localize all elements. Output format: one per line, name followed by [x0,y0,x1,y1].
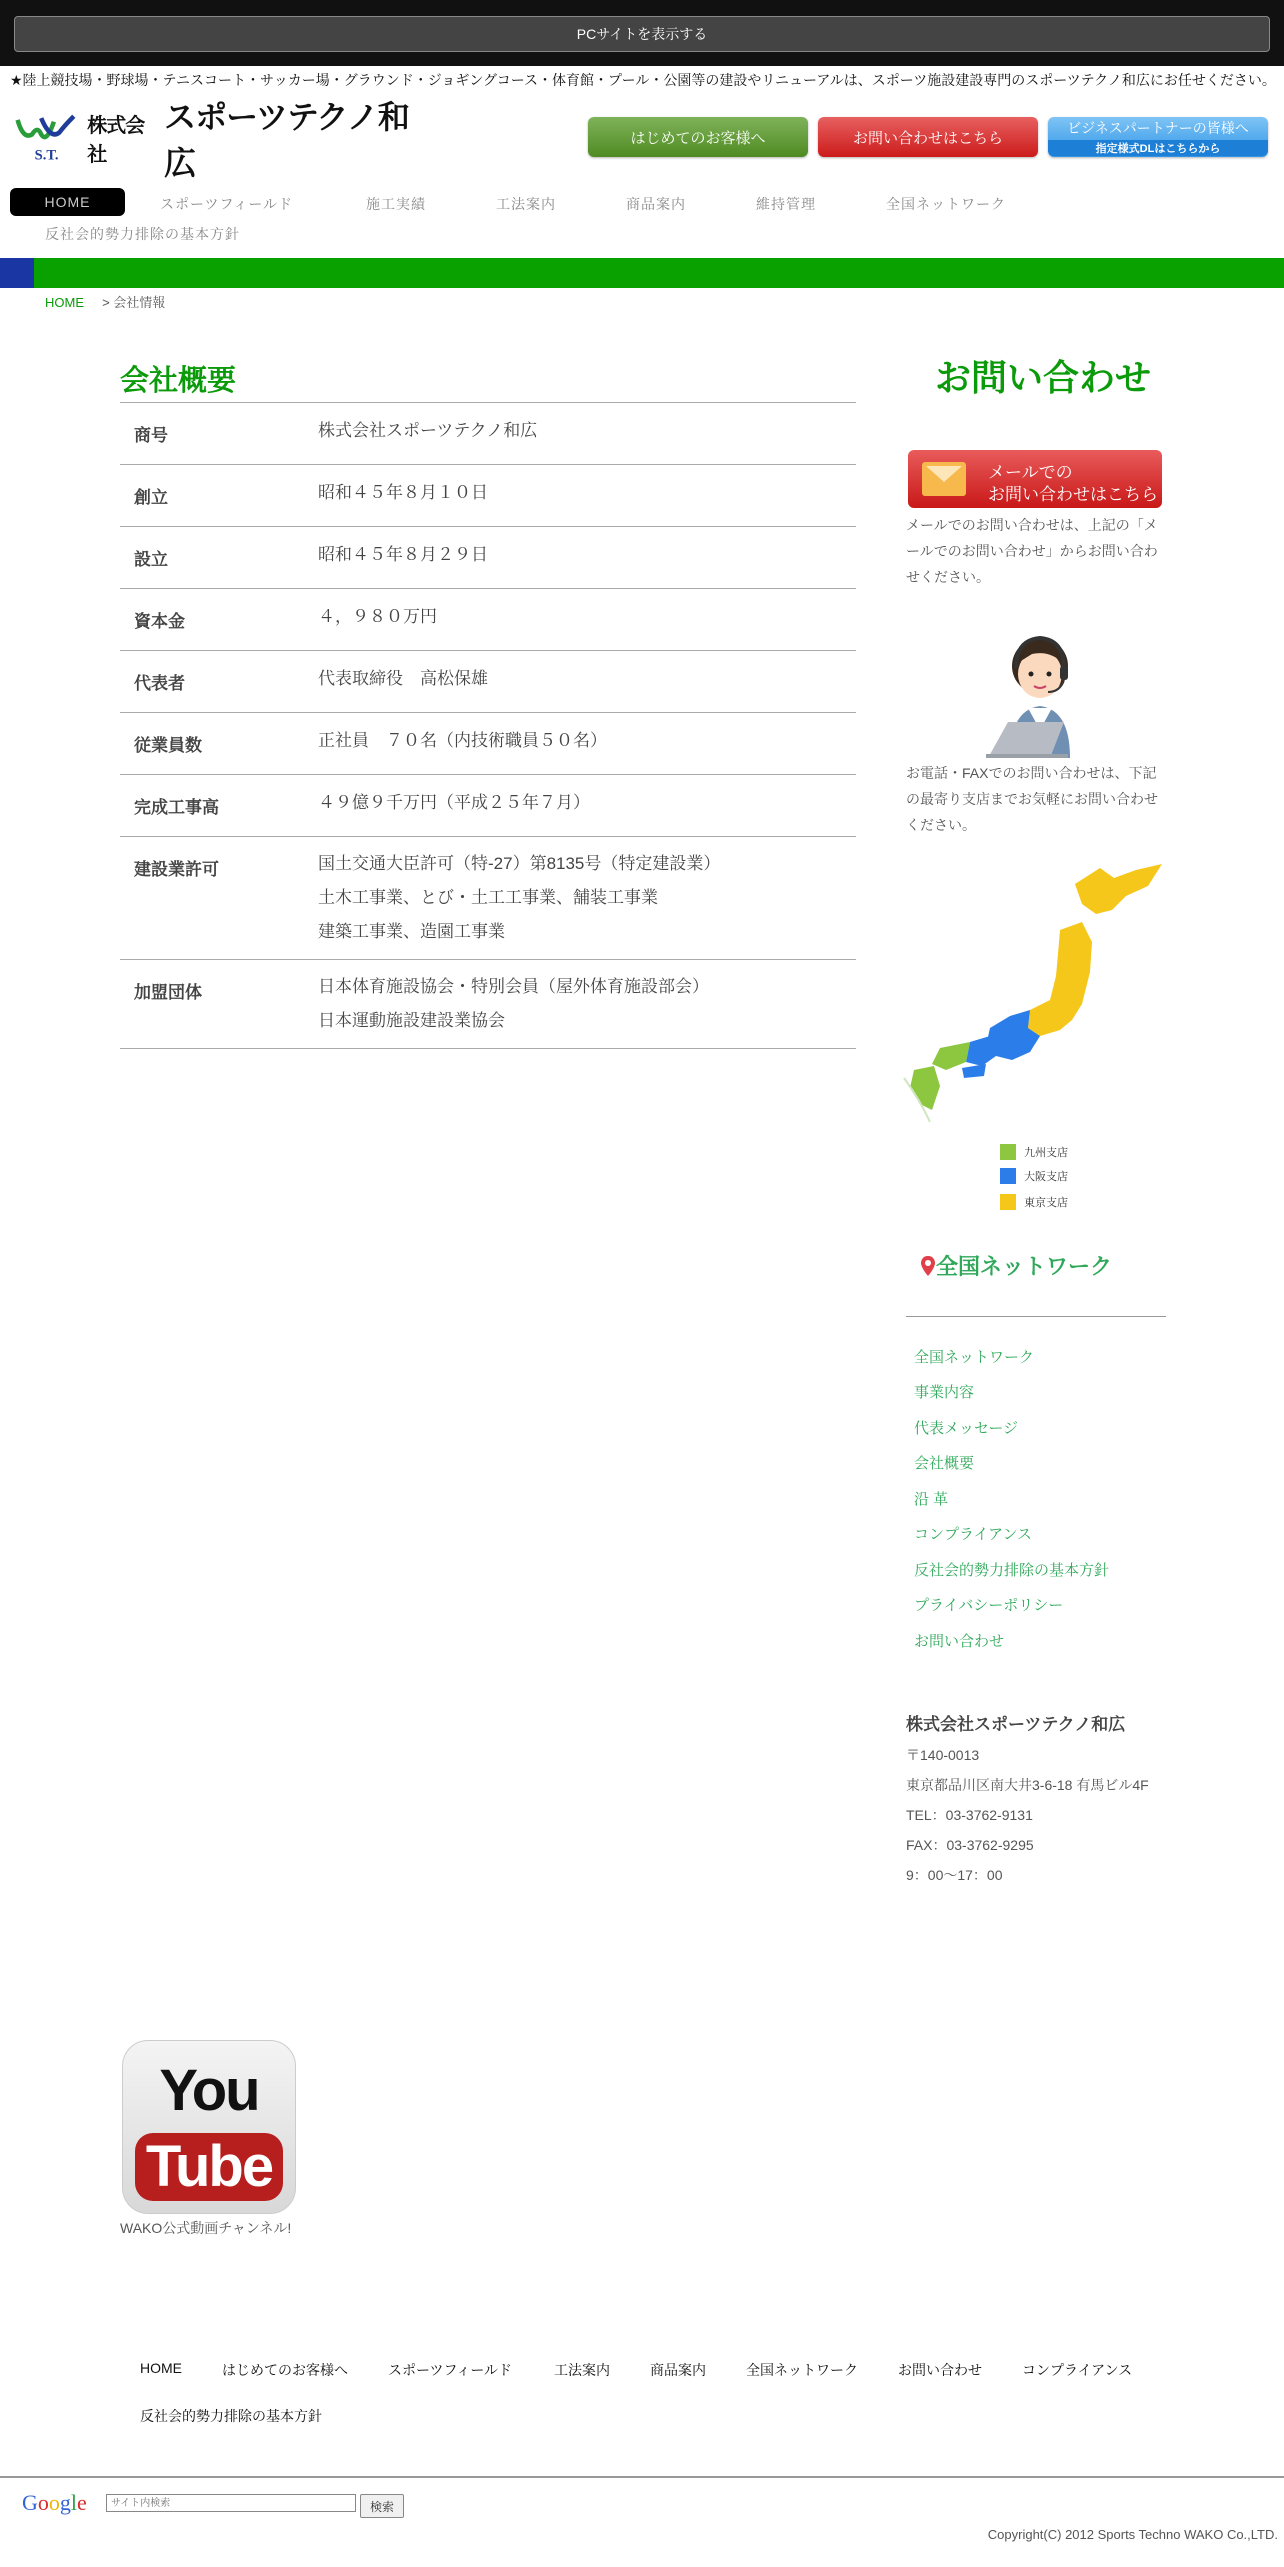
side-link-overview[interactable]: 会社概要 [914,1455,975,1472]
copyright: Copyright(C) 2012 Sports Techno WAKO Co.,LTD. [987,2527,1278,2542]
company-name: 株式会社スポーツテクノ和広 [906,1715,1126,1734]
row-value: 正社員 ７０名（内技術職員５０名） [318,731,607,750]
company-zip: 〒140-0013 [906,1747,980,1763]
table-row [120,836,856,959]
table-row [120,712,856,774]
row-label: 資本金 [134,612,185,631]
site-logo[interactable] [14,98,414,182]
breadcrumb-home[interactable]: HOME [45,295,84,310]
operator-illustration-icon [980,618,1100,758]
row-label: 代表者 [134,674,185,693]
company-fax: FAX：03-3762-9295 [906,1837,1034,1853]
company-address-block [906,1710,1176,1885]
nav-home[interactable]: HOME [10,188,125,216]
row-value: 株式会社スポーツテクノ和広 [318,421,538,440]
footer-link-home[interactable]: HOME [140,2360,182,2376]
breadcrumb-current: 会社情報 [113,295,166,310]
side-link-history[interactable]: 沿 革 [914,1491,949,1508]
mail-info-text: メールでのお問い合わせは、上記の「メールでのお問い合わせ」からお問い合わせください。 [906,517,1158,585]
table-row [120,526,856,588]
side-link-network[interactable]: 全国ネットワーク [914,1349,1035,1366]
japan-map-icon [900,860,1168,1122]
company-hours: 9：00〜17：00 [906,1867,1003,1883]
breadcrumb-separator: > [102,295,110,310]
footer-link-anti-social[interactable]: 反社会的勢力排除の基本方針 [140,2408,322,2424]
nav-products[interactable]: 商品案内 [626,196,686,212]
footer-link-sports-field[interactable]: スポーツフィールド [388,2362,513,2378]
nav-network[interactable]: 全国ネットワーク [886,196,1006,212]
network-heading: 全国ネットワーク [920,1250,1112,1281]
side-link-compliance[interactable]: コンプライアンス [914,1526,1033,1543]
side-link-contact[interactable]: お問い合わせ [914,1633,1005,1650]
pc-site-button[interactable]: PCサイトを表示する [14,16,1270,52]
nav-maintenance[interactable]: 維持管理 [756,196,816,212]
company-address: 東京都品川区南大井3-6-18 有馬ビル4F [906,1777,1149,1793]
green-divider-bar [0,258,1284,288]
row-value: 国土交通大臣許可（特-27）第8135号（特定建設業） 土木工事業、とび・土工工事業、舗装工事業 建築工事業、造園工事業 [318,854,721,941]
footer-link-methods[interactable]: 工法案内 [554,2362,610,2378]
nav-works[interactable]: 施工実績 [366,196,426,212]
blue-accent-bar [0,258,34,288]
tagline: ★陸上競技場・野球場・テニスコート・サッカー場・グラウンド・ジョギングコース・体育館・プール・公園等の建設やリニューアルは、スポーツ施設建設専門のスポーツテクノ和広にお任せください。 [10,72,1276,88]
envelope-icon [922,462,966,496]
row-label: 創立 [134,488,168,507]
row-label: 従業員数 [134,736,202,755]
footer-link-first[interactable]: はじめてのお客様へ [222,2362,348,2378]
row-value: ４９億９千万円（平成２５年７月） [318,793,590,812]
youtube-caption: WAKO公式動画チャンネル! [120,2220,292,2236]
google-logo: Google [22,2490,87,2515]
business-partner-button[interactable] [1048,117,1268,157]
row-value: 昭和４５年８月１０日 [318,483,488,502]
row-value: 日本体育施設協会・特別会員（屋外体育施設部会） 日本運動施設建設業協会 [318,977,709,1030]
row-value: ４，９８０万円 [318,607,437,626]
main-nav [10,188,1274,248]
row-label: 商号 [134,426,168,445]
breadcrumb [45,292,165,311]
row-value: 代表取締役 高松保雄 [318,669,488,688]
logo-name: スポーツテクノ和広 [164,98,409,182]
table-row [120,402,856,464]
nav-methods[interactable]: 工法案内 [496,196,556,212]
table-row [120,650,856,712]
search-button[interactable]: 検索 [360,2494,404,2518]
partner-button-sub: 指定様式DLはこちらから [1048,140,1268,156]
side-link-privacy[interactable]: プライバシーポリシー [914,1597,1064,1614]
nav-sports-field[interactable]: スポーツフィールド [160,196,294,212]
row-label: 加盟団体 [134,983,202,1002]
footer-divider [0,2476,1284,2478]
table-row [120,464,856,526]
footer-link-contact[interactable]: お問い合わせ [898,2362,982,2378]
row-label: 完成工事高 [134,798,219,817]
side-link-anti-social[interactable]: 反社会的勢力排除の基本方針 [914,1562,1110,1579]
network-divider [906,1316,1166,1317]
mail-inquiry-button[interactable]: メールでの お問い合わせはこちら [908,450,1162,508]
legend-tokyo: 東京支店 [1000,1194,1068,1210]
row-value: 昭和４５年８月２９日 [318,545,488,564]
table-row [120,774,856,836]
footer-link-network[interactable]: 全国ネットワーク [746,2362,858,2378]
youtube-icon[interactable]: You Tube [122,2040,296,2214]
footer-link-products[interactable]: 商品案内 [650,2362,706,2378]
svg-text:S.T.: S.T. [34,147,59,164]
map-pin-icon [920,1255,936,1277]
first-visitor-button[interactable]: はじめてのお客様へ [588,117,808,157]
site-search-input[interactable] [106,2494,356,2512]
legend-kyushu: 九州支店 [1000,1144,1068,1160]
table-row [120,959,856,1049]
company-tel: TEL：03-3762-9131 [906,1807,1033,1823]
page-title: 会社概要 [120,365,237,397]
row-label: 設立 [134,550,168,569]
footer-link-compliance[interactable]: コンプライアンス [1022,2362,1133,2378]
partner-button-label: ビジネスパートナーの皆様へ [1067,120,1249,136]
sidebar-title: お問い合わせ [935,357,1152,398]
logo-prefix: 株式会社 [87,113,145,166]
logo-mark-icon [14,110,79,166]
side-link-message[interactable]: 代表メッセージ [914,1420,1019,1437]
company-info-table [120,402,856,1049]
row-label: 建設業許可 [134,860,219,879]
contact-button[interactable]: お問い合わせはこちら [818,117,1038,157]
side-link-business[interactable]: 事業内容 [914,1384,975,1401]
phone-info-text: お電話・FAXでのお問い合わせは、下記の最寄り支店までお気軽にお問い合わせください。 [906,765,1158,833]
table-row [120,588,856,650]
nav-anti-social[interactable]: 反社会的勢力排除の基本方針 [45,226,240,242]
legend-osaka: 大阪支店 [1000,1168,1068,1184]
